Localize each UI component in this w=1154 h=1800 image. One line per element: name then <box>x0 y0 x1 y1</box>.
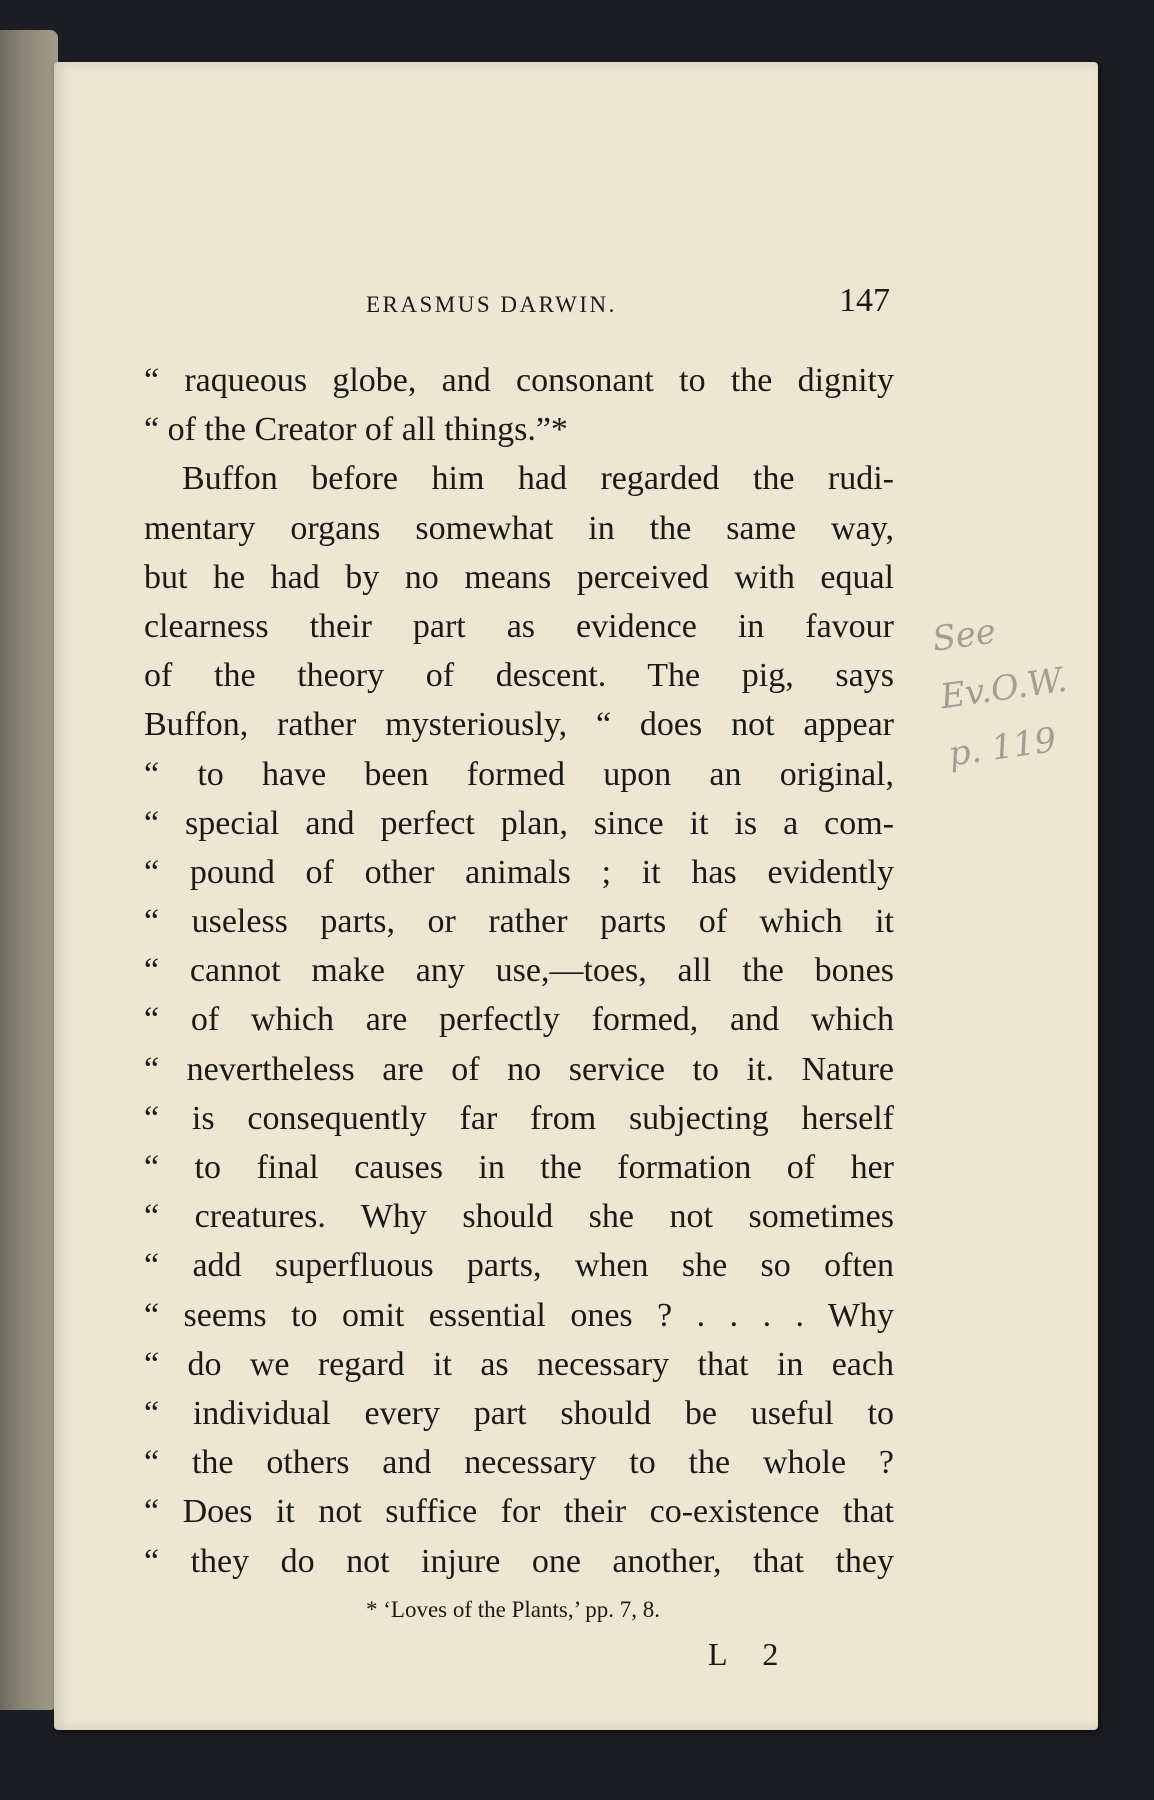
text-line: “ seems to omit essential ones ? . . . . Why <box>144 1296 894 1334</box>
text-line: “ of the Creator of all things.”* <box>144 411 568 449</box>
text-line: mentary organs somewhat in the same way, <box>144 509 894 547</box>
text-line: “ nevertheless are of no service to it. Nature <box>144 1050 894 1088</box>
text-line: “ cannot make any use,—toes, all the bones <box>144 952 894 990</box>
text-line: “ is consequently far from subjecting herself <box>144 1099 894 1137</box>
text-line: Buffon before him had regarded the rudi- <box>182 460 894 498</box>
text-line: Buffon, rather mysteriously, “ does not appear <box>144 706 894 744</box>
text-line: “ to final causes in the formation of her <box>144 1149 894 1186</box>
text-line: “ of which are perfectly formed, and which <box>144 1001 894 1039</box>
text-line: of the theory of descent. The pig, says <box>144 657 894 695</box>
text-line: “ creatures. Why should she not sometimes <box>144 1198 894 1236</box>
page-number: 147 <box>839 282 890 319</box>
text-line: “ Does it not suffice for their co-existence that <box>144 1493 894 1531</box>
footnote: * ‘Loves of the Plants,’ pp. 7, 8. <box>366 1597 661 1622</box>
signature-mark: L 2 <box>708 1636 793 1672</box>
running-head: ERASMUS DARWIN. <box>366 292 617 317</box>
text-line: “ useless parts, or rather parts of which it <box>144 903 894 941</box>
text-line: “ to have been formed upon an original, <box>144 755 894 793</box>
handwritten-margin-note <box>929 590 1102 783</box>
facing-page-edge <box>0 30 58 1710</box>
text-line: “ special and perfect plan, since it is a com- <box>144 804 894 842</box>
text-line: “ do we regard it as necessary that in each <box>144 1345 894 1383</box>
book-page <box>54 62 1098 1730</box>
text-line: but he had by no means perceived with equal <box>144 558 894 596</box>
page-header <box>54 282 1098 322</box>
text-line: “ the others and necessary to the whole ? <box>144 1444 894 1482</box>
text-line: “ individual every part should be useful to <box>144 1394 894 1432</box>
text-line: “ add superfluous parts, when she so often <box>144 1247 894 1285</box>
body-text <box>144 356 894 1586</box>
text-line: “ raqueous globe, and consonant to the dignity <box>144 362 894 399</box>
margin-note-line: See Ev.O.W. <box>929 611 1070 718</box>
text-line: clearness their part as evidence in favour <box>144 607 894 645</box>
text-line: “ pound of other animals ; it has evidently <box>144 853 894 891</box>
text-line: “ they do not injure one another, that they <box>144 1542 894 1580</box>
margin-note-line: p. 119 <box>946 719 1059 775</box>
